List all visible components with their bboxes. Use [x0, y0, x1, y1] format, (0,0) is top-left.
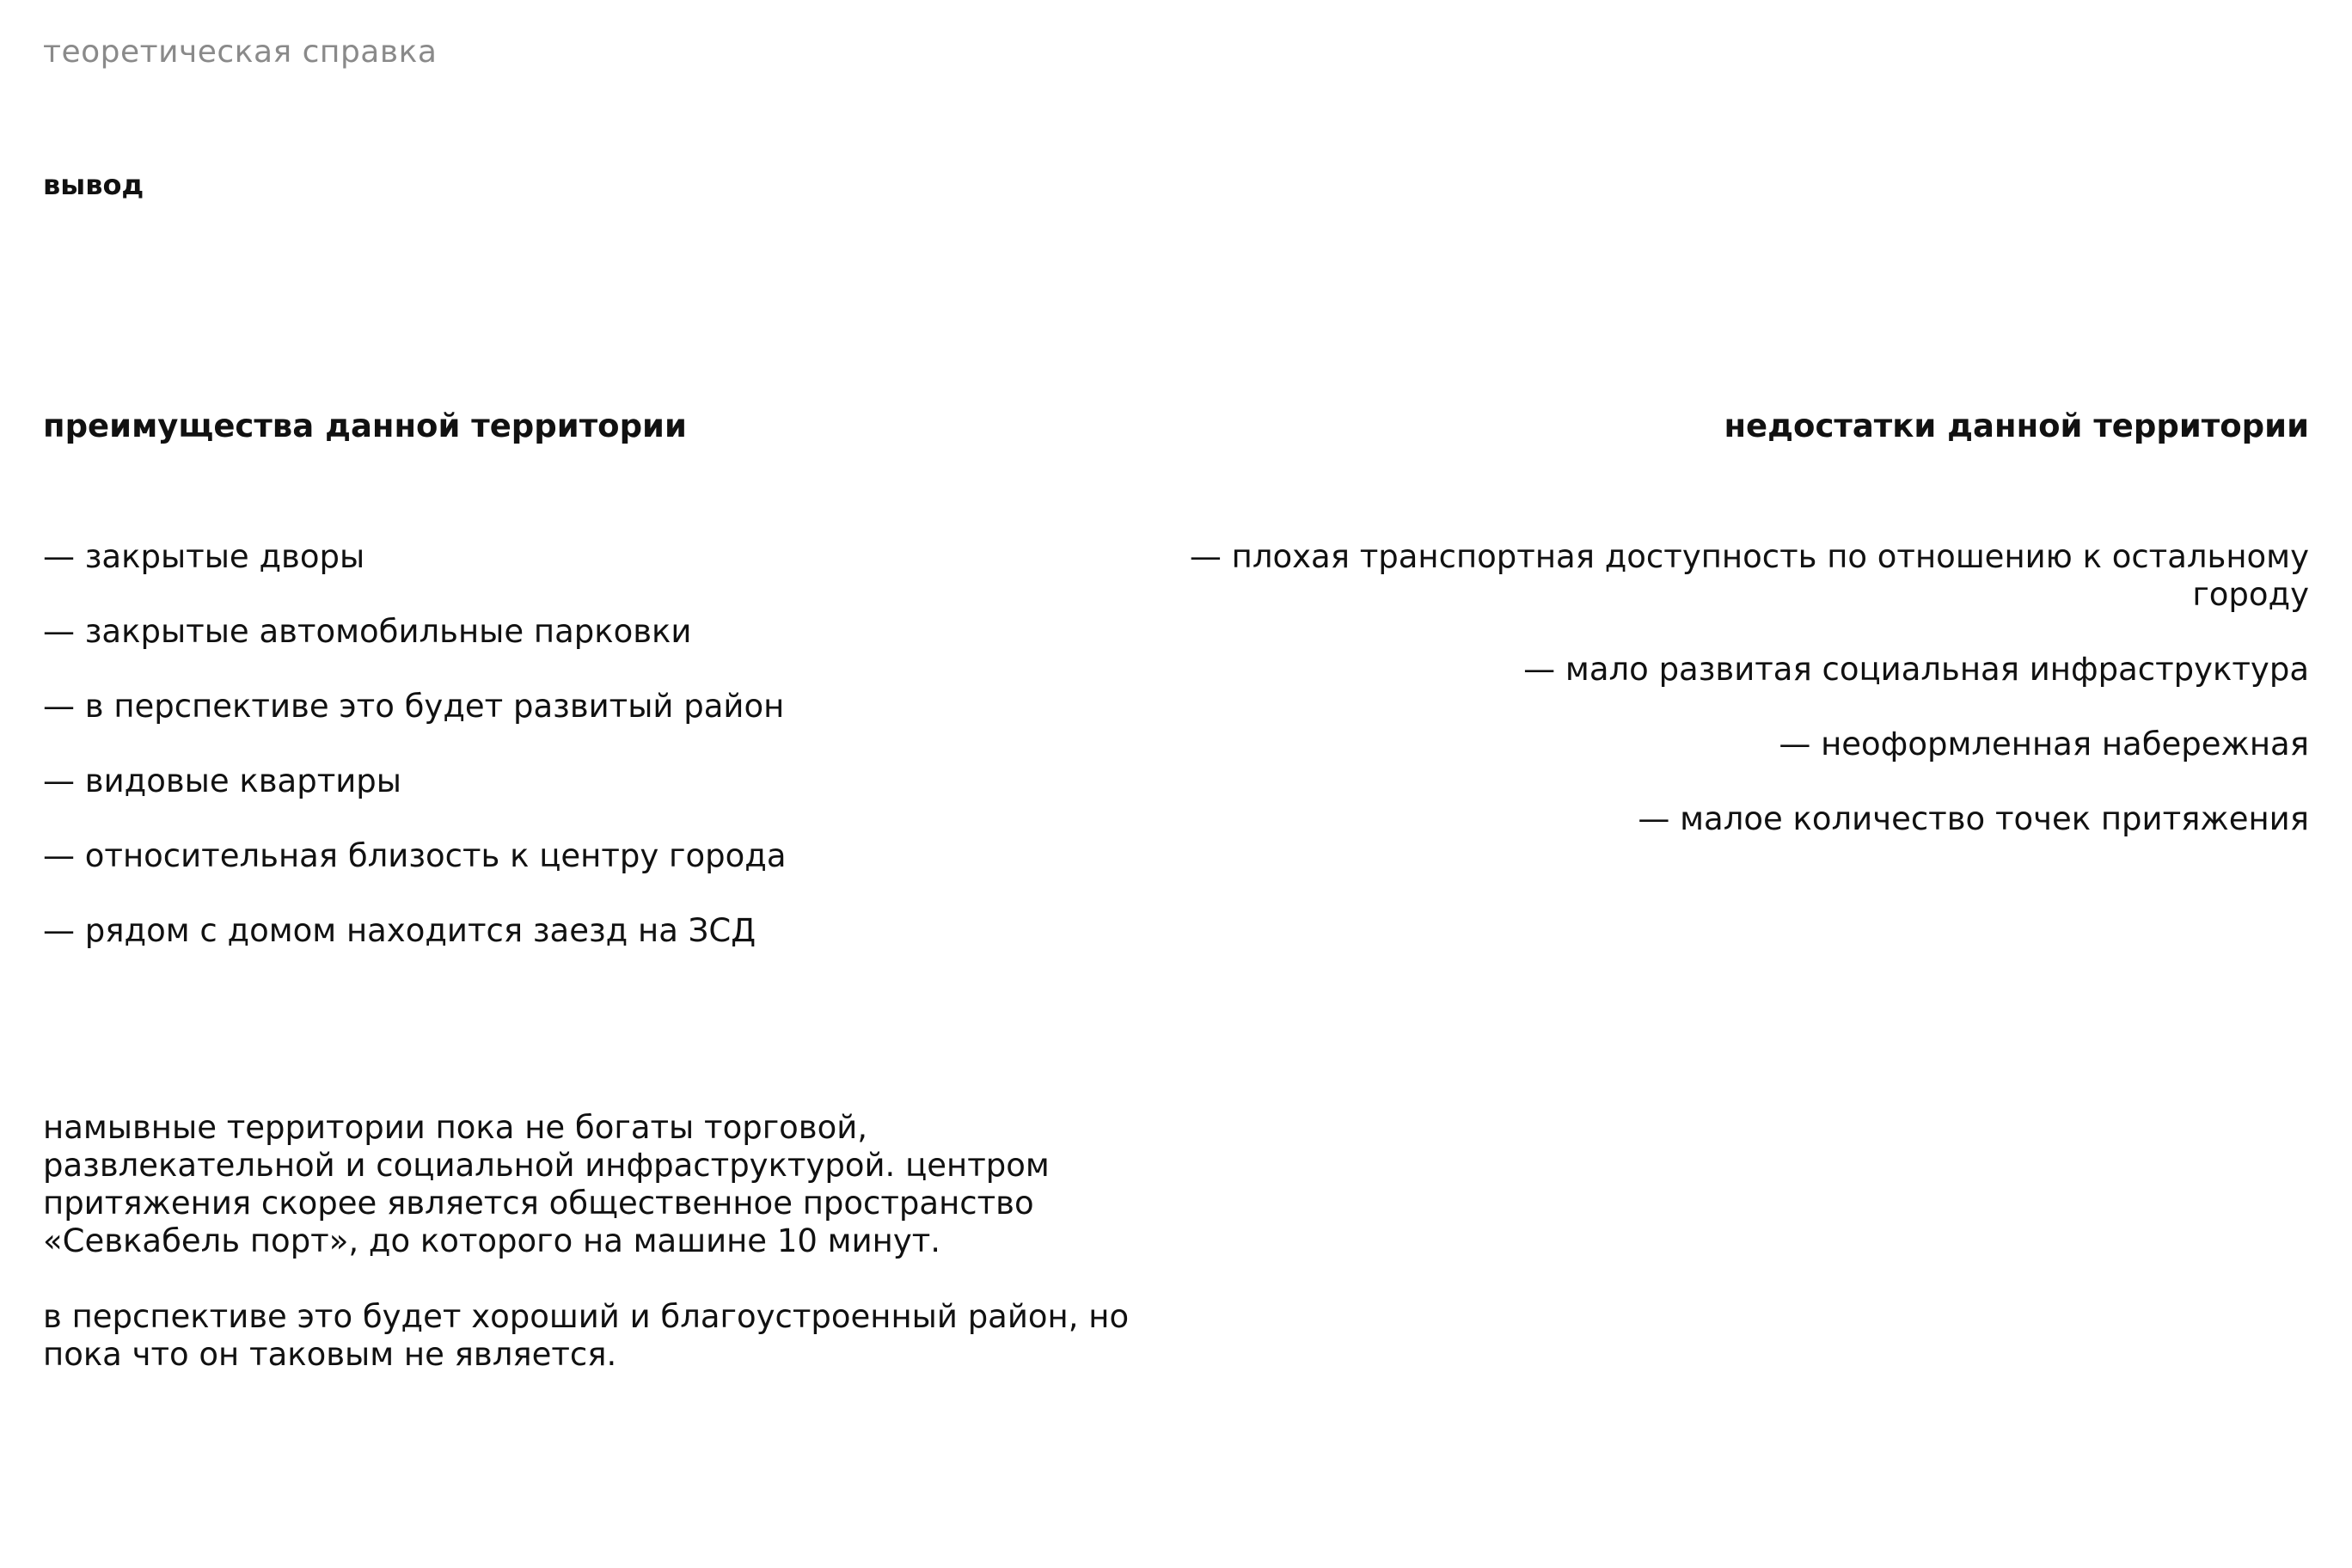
disadvantage-item: — мало развитая социальная инфраструктура — [1523, 651, 2309, 688]
page-header-label: теоретическая справка — [43, 34, 438, 70]
conclusion-paragraph: в перспективе это будет хороший и благоустроенный район, но пока что он таковым не является. — [43, 1298, 1130, 1373]
section-title: вывод — [43, 168, 144, 201]
disadvantage-item: — малое количество точек притяжения — [1638, 800, 2309, 837]
disadvantages-list — [1106, 538, 2309, 875]
conclusion-text — [43, 1109, 1161, 1412]
advantage-item: — видовые квартиры — [43, 763, 401, 799]
disadvantage-item: — плохая транспортная доступность по отношению к остальному городу — [1189, 538, 2309, 613]
advantage-item: — рядом с домом находится заезд на ЗСД — [43, 912, 756, 949]
advantage-item: — закрытые дворы — [43, 538, 365, 575]
advantage-item: — в перспективе это будет развитый район — [43, 688, 785, 725]
advantages-list — [43, 538, 1075, 987]
disadvantages-heading: недостатки данной территории — [1724, 407, 2309, 444]
advantage-item: — закрытые автомобильные парковки — [43, 613, 692, 650]
advantages-heading: преимущества данной территории — [43, 407, 687, 444]
disadvantage-item: — неоформленная набережная — [1779, 726, 2309, 763]
conclusion-paragraph: намывные территории пока не богаты торговой, развлекательной и социальной инфраструктурой. центром притяжения скорее является общественное пространство «Севкабель порт», до которого на машине 10 минут. — [43, 1109, 1050, 1259]
advantage-item: — относительная близость к центру города — [43, 837, 787, 874]
